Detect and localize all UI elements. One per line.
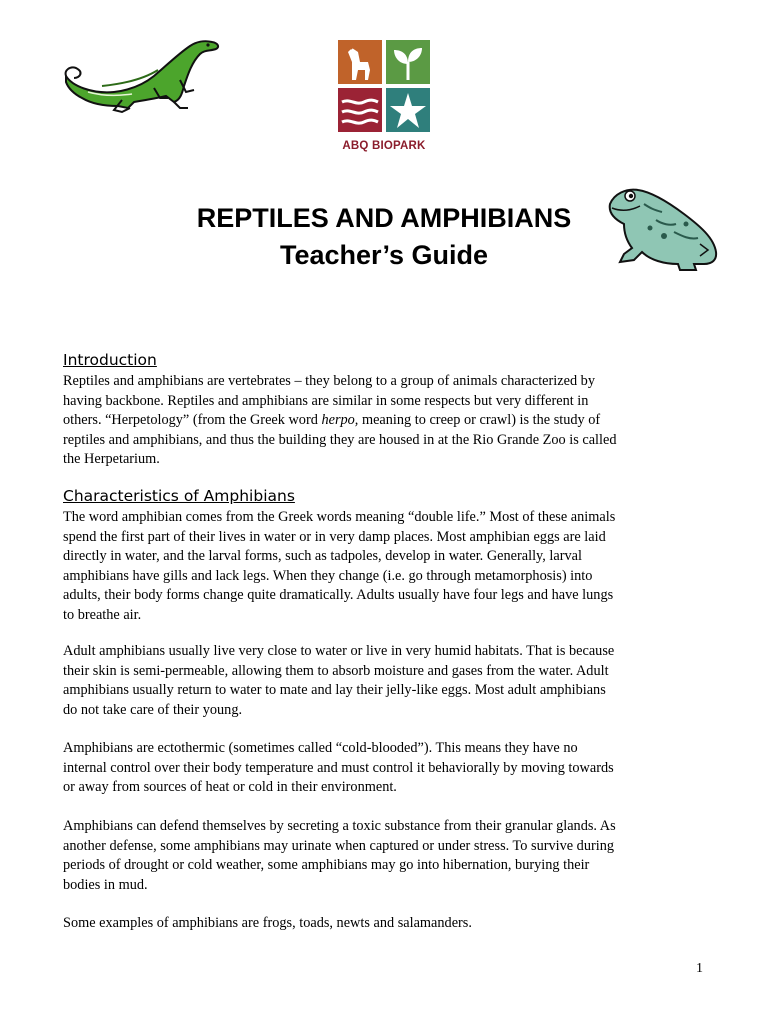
logo-text: ABQ BIOPARK	[342, 140, 426, 152]
water-tile	[338, 88, 382, 132]
page-title: REPTILES AND AMPHIBIANS	[196, 203, 572, 233]
text-line: their skin is semi-permeable, allowing them to absorb moisture and gases from the water. Adult	[63, 662, 609, 679]
text-line: having backbone. Reptiles and amphibians are similar in some respects but very different in	[63, 392, 589, 409]
text-line: to breathe air.	[63, 606, 142, 623]
starfish-icon	[386, 88, 430, 132]
page-subtitle: Teacher’s Guide	[279, 240, 489, 270]
characteristics-paragraph-1	[63, 508, 709, 625]
text-line: or away from sources of heat or cold in their environment.	[63, 779, 397, 795]
text-line: Amphibians are ectothermic (sometimes called “cold-blooded”). This means they have no	[63, 740, 578, 756]
text-line: the Herpetarium.	[63, 451, 160, 467]
text-fragment: others. “Herpetology” (from the Greek word	[63, 412, 322, 428]
italic-word: herpo,	[321, 412, 359, 428]
sprout-tile	[386, 40, 430, 84]
introduction-paragraph	[63, 372, 709, 470]
text-line: amphibians usually return to water to mate and lay their jelly-like eggs. Most adult amphibians	[63, 682, 606, 698]
text-line: bodies in mud.	[63, 876, 148, 893]
lizard-illustration	[62, 36, 224, 114]
text-fragment: meaning to creep or crawl) is the study of	[358, 412, 601, 428]
introduction-heading: Introduction	[63, 351, 157, 369]
characteristics-paragraph-4	[63, 817, 709, 895]
text-line: Amphibians can defend themselves by secreting a toxic substance from their granular glands. As	[63, 818, 616, 834]
water-icon	[338, 88, 382, 132]
text-line: adults, their body forms change quite dramatically. Adults usually have four legs and have lungs	[63, 587, 614, 603]
text-line	[63, 411, 709, 431]
characteristics-paragraph-2	[63, 642, 709, 720]
text-line: do not take care of their young.	[63, 701, 243, 718]
sprout-icon	[386, 40, 430, 84]
text-line: internal control over their body temperature and must control it behaviorally by moving towards	[63, 759, 614, 776]
text-line: reptiles and amphibians, and thus the building they are housed in at the Rio Grande Zoo is called	[63, 431, 617, 448]
text-line: directly in water, and the larval forms, such as tadpoles, develop in water. Generally, larval	[63, 548, 582, 564]
text-line: Reptiles and amphibians are vertebrates – they belong to a group of animals characterized by	[63, 373, 595, 389]
text-line: amphibians have gills and lack legs. When they change (i.e. go through metamorphosis) into	[63, 567, 593, 584]
text-line: Adult amphibians usually live very close to water or live in very humid habitats. That is because	[63, 643, 615, 659]
giraffe-tile	[338, 40, 382, 84]
characteristics-paragraph-3	[63, 739, 709, 798]
characteristics-paragraph-5	[63, 914, 709, 934]
starfish-tile	[386, 88, 430, 132]
giraffe-icon	[338, 40, 382, 84]
characteristics-heading: Characteristics of Amphibians	[63, 487, 295, 505]
text-line: periods of drought or cold weather, some amphibians may go into hibernation, burying their	[63, 857, 590, 873]
text-line: Some examples of amphibians are frogs, toads, newts and salamanders.	[63, 915, 472, 931]
page-number: 1	[696, 961, 703, 976]
text-line: another defense, some amphibians may urinate when captured or under stress. To survive during	[63, 837, 614, 854]
abq-biopark-logo	[338, 40, 430, 160]
text-line: The word amphibian comes from the Greek words meaning “double life.” Most of these animals	[63, 509, 616, 525]
text-line: spend the first part of their lives in water or in very damp places. Most amphibian eggs are laid	[63, 528, 606, 545]
